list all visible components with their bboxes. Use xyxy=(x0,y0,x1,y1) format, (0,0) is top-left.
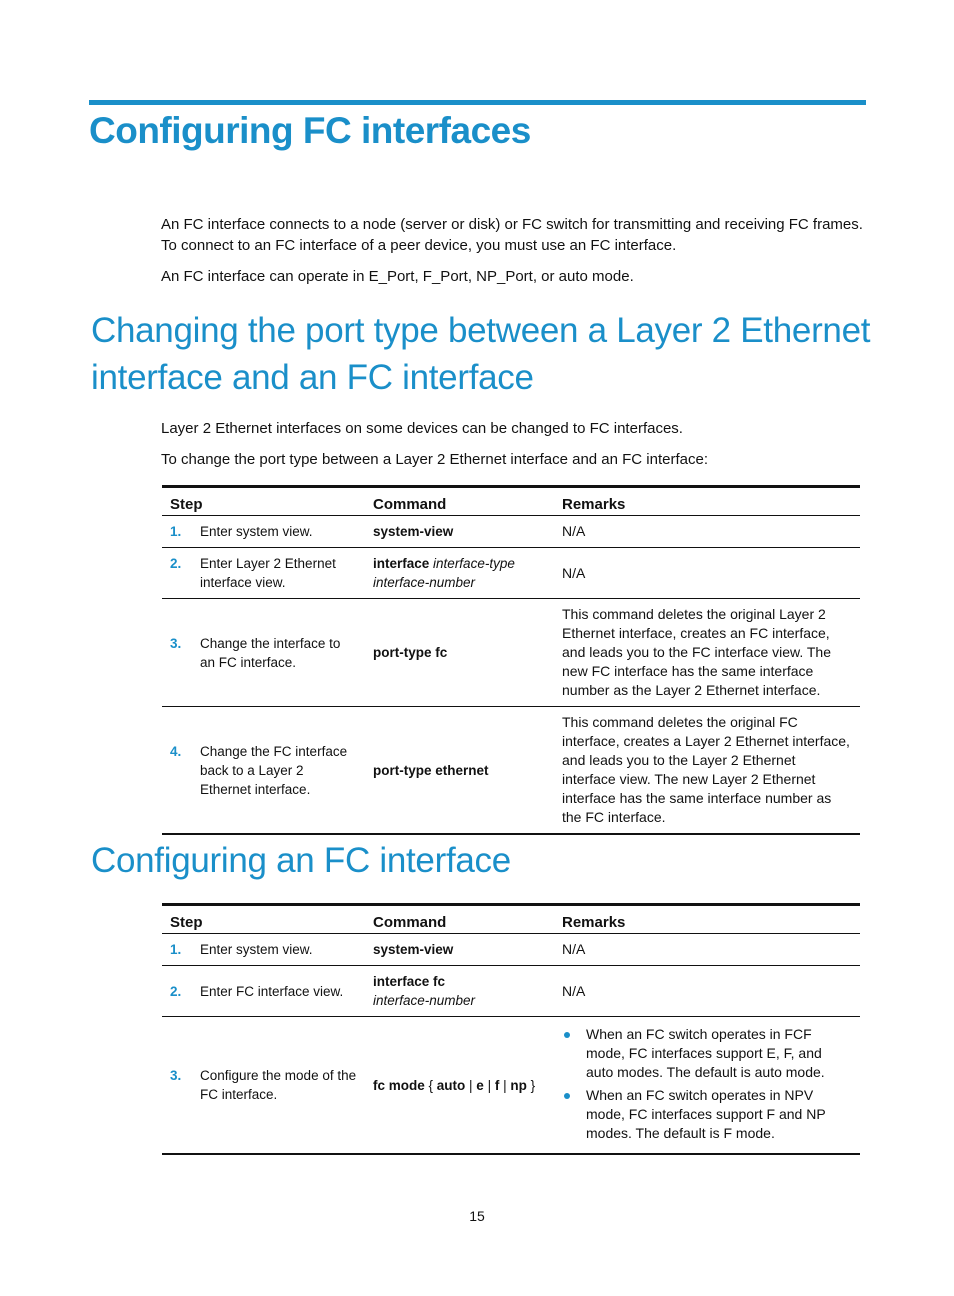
option-np: np xyxy=(510,1077,527,1093)
option-e: e xyxy=(476,1077,484,1093)
remarks-bullet-list xyxy=(562,1025,852,1143)
command-argument: interface-type interface-number xyxy=(373,556,515,590)
step-number: 1. xyxy=(170,524,182,539)
remarks-text: N/A xyxy=(554,548,860,599)
step-text: Enter system view. xyxy=(200,942,313,957)
command-keyword: interface fc xyxy=(373,974,446,989)
header-remarks: Remarks xyxy=(554,905,860,934)
step-text: Configure the mode of the FC interface. xyxy=(200,1068,357,1102)
brace-open: { xyxy=(424,1077,437,1093)
section1-paragraph-2: To change the port type between a Layer 2 Ethernet interface and an FC interface: xyxy=(161,451,709,468)
step-number: 2. xyxy=(170,556,182,571)
section1-heading-line1: Changing the port type between a Layer 2 Ethernet xyxy=(91,311,871,350)
command-keyword: system-view xyxy=(373,524,454,539)
table-row xyxy=(162,966,860,1017)
section1-heading xyxy=(91,307,870,401)
header-command: Command xyxy=(365,487,554,516)
step-number: 1. xyxy=(170,942,182,957)
remarks-text: N/A xyxy=(554,966,860,1017)
port-type-table xyxy=(162,485,860,835)
command-argument: interface-number xyxy=(373,993,476,1008)
remarks-text: N/A xyxy=(554,516,860,548)
command-keyword: fc mode xyxy=(373,1077,425,1093)
page-title: Configuring FC interfaces xyxy=(89,110,531,151)
remarks-text: This command deletes the original Layer 2 Ethernet interface, creates an FC interface, and leads you to the FC interface view. The new FC interface has the same interface number as the Layer 2 Ethernet interface. xyxy=(554,599,860,707)
step-number: 4. xyxy=(170,743,182,759)
header-step: Step xyxy=(162,905,365,934)
remarks-text: This command deletes the original FC interface, creates a Layer 2 Ethernet interface, and leads you to the Layer 2 Ethernet interface view. The new Layer 2 Ethernet interface has the same interface number as the FC interface. xyxy=(554,707,860,835)
option-f: f xyxy=(494,1077,500,1093)
header-command: Command xyxy=(365,905,554,934)
intro-paragraph-2: An FC interface can operate in E_Port, F_Port, NP_Port, or auto mode. xyxy=(161,268,634,285)
list-item: When an FC switch operates in NPV mode, FC interfaces support F and NP modes. The default is F mode. xyxy=(562,1086,852,1143)
table-row xyxy=(162,599,860,707)
step-text: Enter Layer 2 Ethernet interface view. xyxy=(200,556,336,590)
table-header-row xyxy=(162,487,860,516)
command-keyword: port-type fc xyxy=(373,645,448,660)
table-header-row xyxy=(162,905,860,934)
option-auto: auto xyxy=(436,1077,466,1093)
command-keyword: interface xyxy=(373,556,430,571)
step-number: 2. xyxy=(170,983,182,999)
page-number: 15 xyxy=(469,1208,485,1224)
separator: | xyxy=(499,1077,511,1093)
remarks-text: N/A xyxy=(554,934,860,966)
list-item: When an FC switch operates in FCF mode, FC interfaces support E, F, and auto modes. The default is auto mode. xyxy=(562,1025,852,1082)
fc-mode-command xyxy=(365,1017,554,1155)
section1-heading-line2: interface and an FC interface xyxy=(91,358,534,397)
command-keyword: port-type ethernet xyxy=(373,762,489,778)
separator: | xyxy=(465,1077,477,1093)
intro-paragraph-1: An FC interface connects to a node (server or disk) or FC switch for transmitting and receiving FC frames. To connect to an FC interface of a peer device, you must use an FC interface. xyxy=(161,216,863,254)
section2-heading: Configuring an FC interface xyxy=(91,841,511,880)
header-step: Step xyxy=(162,487,365,516)
title-rule xyxy=(89,100,866,105)
step-text: Enter FC interface view. xyxy=(200,983,344,999)
table-row xyxy=(162,934,860,966)
fc-interface-table xyxy=(162,903,860,1155)
table-row xyxy=(162,707,860,835)
section1-paragraph-1: Layer 2 Ethernet interfaces on some devices can be changed to FC interfaces. xyxy=(161,420,683,437)
brace-close: } xyxy=(526,1077,536,1093)
table-row xyxy=(162,1017,860,1155)
step-number: 3. xyxy=(170,635,182,651)
header-remarks: Remarks xyxy=(554,487,860,516)
step-text: Change the interface to an FC interface. xyxy=(200,635,341,670)
table-row xyxy=(162,548,860,599)
step-text: Enter system view. xyxy=(200,524,313,539)
command-keyword: system-view xyxy=(373,942,454,957)
table-row xyxy=(162,516,860,548)
step-text: Change the FC interface back to a Layer 2 Ethernet interface. xyxy=(200,743,348,797)
step-number: 3. xyxy=(170,1068,182,1083)
separator: | xyxy=(483,1077,495,1093)
